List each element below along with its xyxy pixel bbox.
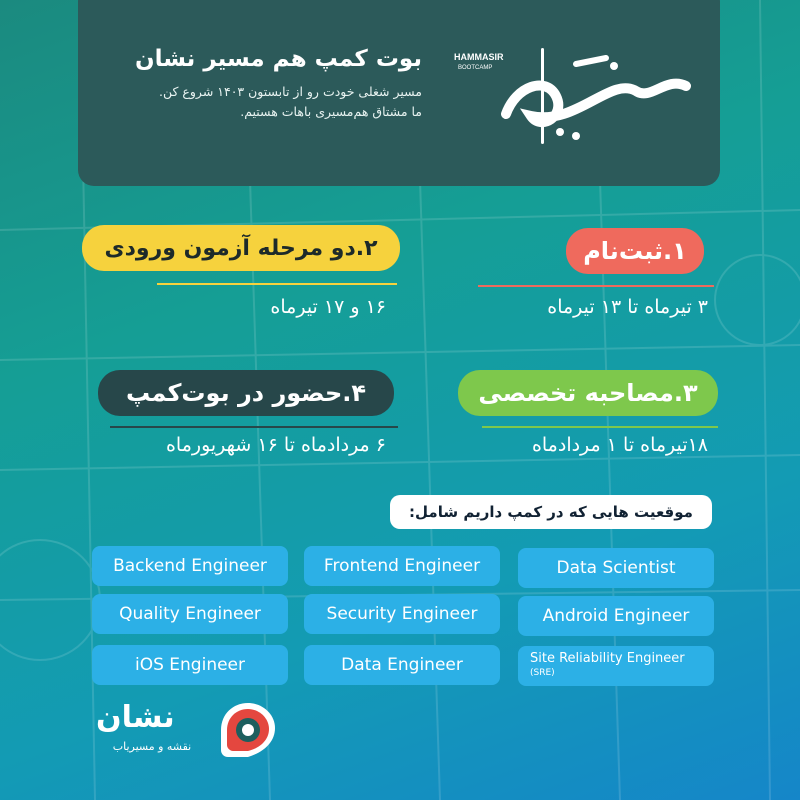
job-quality-engineer: Quality Engineer (92, 594, 288, 634)
job-data-scientist: Data Scientist (518, 548, 714, 588)
header-card (78, 0, 720, 186)
job-ios-engineer: iOS Engineer (92, 645, 288, 685)
step-entrance-exam-underline (157, 283, 397, 285)
job-backend-engineer: Backend Engineer (92, 546, 288, 586)
hammasir-logo (436, 36, 706, 148)
job-security-engineer: Security Engineer (304, 594, 500, 634)
step-interview-pill: ۳.مصاحبه تخصصی (458, 370, 718, 416)
step-entrance-exam-date: ۱۶ و ۱۷ تیرماه (270, 296, 386, 318)
step-entrance-exam-pill: ۲.دو مرحله آزمون ورودی (82, 225, 400, 271)
step-interview-date: ۱۸تیرماه تا ۱ مردادماه (531, 434, 708, 456)
job-sre-abbrev: (SRE) (530, 668, 555, 678)
step-attend-bootcamp-underline (110, 426, 398, 428)
job-sre-title: Site Reliability Engineer (530, 651, 685, 666)
brand-name: نشان (96, 700, 175, 735)
step-registration-date: ۳ تیرماه تا ۱۳ تیرماه (547, 296, 708, 318)
job-frontend-engineer: Frontend Engineer (304, 546, 500, 586)
step-registration-pill: ۱.ثبت‌نام (566, 228, 704, 274)
brand-tagline: نقشه و مسیریاب (112, 740, 192, 753)
step-attend-bootcamp-date: ۶ مردادماه تا ۱۶ شهریورماه (165, 434, 386, 456)
header-subtitle-line1: مسیر شغلی خودت رو از تابستون ۱۴۰۳ شروع کن. (159, 84, 422, 99)
logo-en-bottom: BOOTCAMP (458, 65, 493, 71)
positions-heading: موقعیت هایی که در کمپ داریم شامل: (390, 495, 712, 529)
step-attend-bootcamp-pill: ۴.حضور در بوت‌کمپ (98, 370, 394, 416)
job-data-engineer: Data Engineer (304, 645, 500, 685)
step-interview-underline (482, 426, 718, 428)
page-title: بوت کمپ هم مسیر نشان (135, 46, 422, 72)
step-registration-underline (478, 285, 714, 287)
header-subtitle-line2: ما مشتاق هم‌مسیری باهات هستیم. (240, 104, 422, 119)
job-android-engineer: Android Engineer (518, 596, 714, 636)
neshan-logo-icon (218, 700, 278, 760)
logo-en-top: HAMMASIR (454, 52, 504, 62)
job-site-reliability-engineer (518, 646, 714, 686)
